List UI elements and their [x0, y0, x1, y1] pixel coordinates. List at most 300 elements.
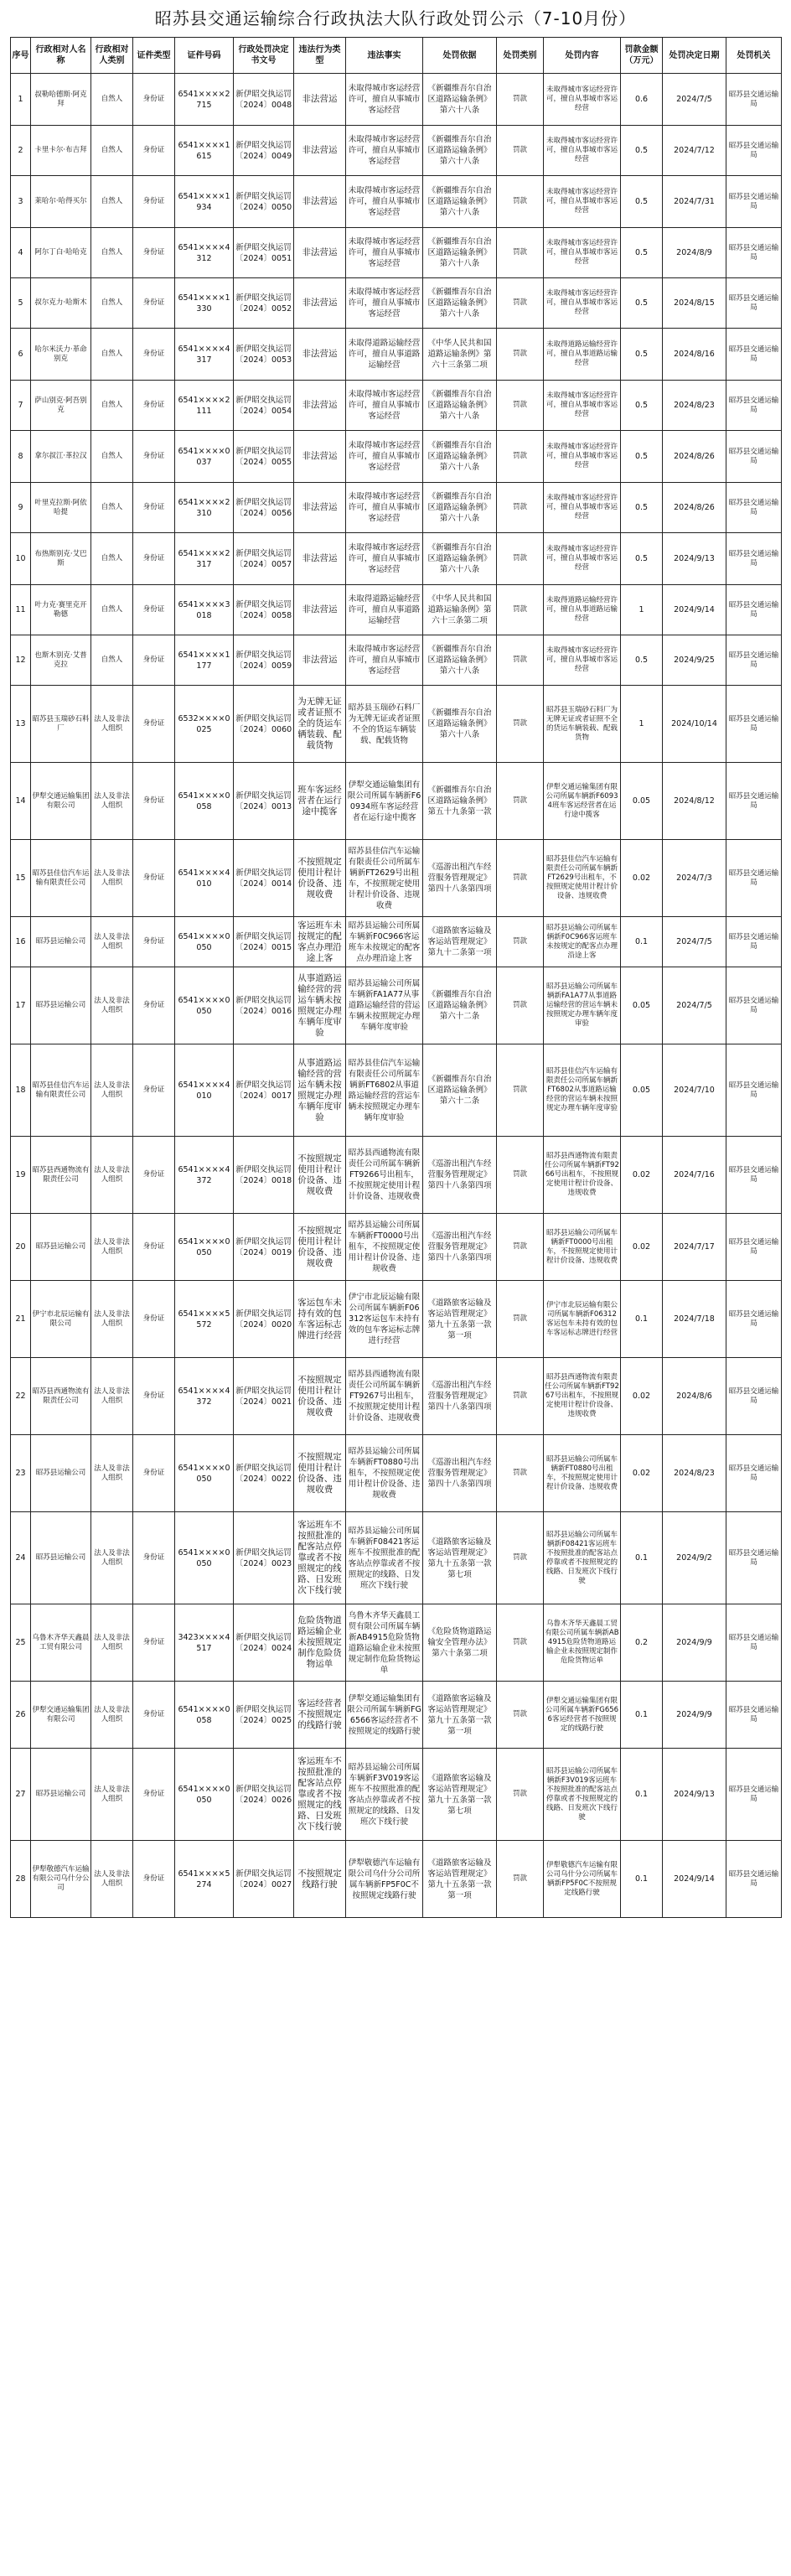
cell-penalty-cat: 罚款	[497, 74, 544, 126]
cell-doc: 新伊昭交执运罚〔2024〕0020	[234, 1281, 294, 1358]
cell-id-no: 6541××××0050	[175, 1749, 234, 1841]
cell-no: 25	[11, 1604, 31, 1682]
cell-id-no: 6541××××0050	[175, 917, 234, 967]
cell-id-no: 6541××××1934	[175, 176, 234, 228]
table-row	[11, 1749, 782, 1841]
cell-fact: 昭苏县运输公司所属车辆新F08421客运班车不按照批准的配客站点停靠或者不按照规定的线路、日发班次下线行驶	[346, 1512, 423, 1604]
cell-penalty: 未取得城市客运经营许可，擅自从事城市客运经营	[544, 126, 621, 176]
cell-penalty-cat: 罚款	[497, 1604, 544, 1682]
cell-id-no: 6541××××0050	[175, 967, 234, 1044]
cell-no: 17	[11, 967, 31, 1044]
cell-id-no: 6541××××4372	[175, 1358, 234, 1435]
cell-org: 昭苏县交通运输局	[726, 176, 782, 228]
table-row	[11, 431, 782, 483]
cell-name: 昭苏县佳信汽车运输有限责任公司	[31, 840, 91, 917]
cell-category: 自然人	[91, 431, 133, 483]
cell-penalty-cat: 罚款	[497, 635, 544, 686]
cell-penalty-cat: 罚款	[497, 228, 544, 278]
cell-doc: 新伊昭交执运罚〔2024〕0026	[234, 1749, 294, 1841]
cell-amount: 1	[621, 585, 663, 635]
table-row	[11, 763, 782, 840]
cell-basis: 《新疆维吾尔自治区道路运输条例》第六十八条	[423, 176, 497, 228]
cell-penalty-cat: 罚款	[497, 967, 544, 1044]
cell-org: 昭苏县交通运输局	[726, 1682, 782, 1749]
cell-no: 20	[11, 1214, 31, 1281]
cell-id-no: 6541××××3018	[175, 585, 234, 635]
cell-name: 布热斯别克·艾巴斯	[31, 533, 91, 585]
table-row	[11, 1358, 782, 1435]
cell-penalty: 昭苏县玉瑞砂石料厂为无牌无证或者证照不全的货运车辆装载、配载货物	[544, 686, 621, 763]
cell-org: 昭苏县交通运输局	[726, 533, 782, 585]
cell-name: 叶力克·赛里克开勒德	[31, 585, 91, 635]
cell-category: 法人及非法人组织	[91, 1044, 133, 1137]
cell-name: 昭苏县佳信汽车运输有限责任公司	[31, 1044, 91, 1137]
cell-org: 昭苏县交通运输局	[726, 686, 782, 763]
cell-type: 不按照规定使用计程计价设备、违规收费	[294, 1358, 346, 1435]
cell-penalty: 未取得城市客运经营许可，擅自从事城市客运经营	[544, 176, 621, 228]
table-row	[11, 74, 782, 126]
cell-name: 昭苏县运输公司	[31, 1435, 91, 1512]
cell-no: 2	[11, 126, 31, 176]
cell-amount: 0.02	[621, 1214, 663, 1281]
cell-id-no: 6541××××5572	[175, 1281, 234, 1358]
cell-date: 2024/8/23	[663, 1435, 726, 1512]
cell-org: 昭苏县交通运输局	[726, 431, 782, 483]
cell-id-type: 身份证	[133, 176, 175, 228]
cell-basis: 《道路旅客运输及客运站管理规定》第九十五条第一款第一项	[423, 1682, 497, 1749]
table-row	[11, 1604, 782, 1682]
cell-date: 2024/7/31	[663, 176, 726, 228]
cell-category: 自然人	[91, 176, 133, 228]
cell-id-no: 6541××××0058	[175, 1682, 234, 1749]
cell-date: 2024/9/9	[663, 1604, 726, 1682]
cell-date: 2024/7/3	[663, 840, 726, 917]
cell-category: 法人及非法人组织	[91, 1604, 133, 1682]
cell-fact: 乌鲁木齐华天鑫晨工贸有限公司所属车辆新AB4915危险货物道路运输企业未按照规定制作危险货物运单	[346, 1604, 423, 1682]
cell-no: 24	[11, 1512, 31, 1604]
cell-basis: 《中华人民共和国道路运输条例》第六十三条第二项	[423, 329, 497, 381]
cell-amount: 0.02	[621, 840, 663, 917]
cell-doc: 新伊昭交执运罚〔2024〕0049	[234, 126, 294, 176]
cell-category: 自然人	[91, 533, 133, 585]
cell-no: 27	[11, 1749, 31, 1841]
cell-category: 法人及非法人组织	[91, 1358, 133, 1435]
cell-doc: 新伊昭交执运罚〔2024〕0054	[234, 381, 294, 431]
header-amount: 罚款金额（万元）	[621, 38, 663, 74]
cell-fact: 昭苏县佳信汽车运输有限责任公司所属车辆新FT6802从事道路运输经营的营运车辆未按照规定办理车辆年度审验	[346, 1044, 423, 1137]
cell-id-type: 身份证	[133, 917, 175, 967]
cell-no: 26	[11, 1682, 31, 1749]
header-name: 行政相对人名称	[31, 38, 91, 74]
cell-date: 2024/7/10	[663, 1044, 726, 1137]
cell-no: 12	[11, 635, 31, 686]
cell-no: 11	[11, 585, 31, 635]
table-body	[11, 74, 782, 1918]
cell-basis: 《新疆维吾尔自治区道路运输条例》第五十九条第一款	[423, 763, 497, 840]
cell-name: 昭苏县西通物流有限责任公司	[31, 1358, 91, 1435]
cell-category: 法人及非法人组织	[91, 967, 133, 1044]
cell-penalty: 未取得城市客运经营许可，擅自从事城市客运经营	[544, 381, 621, 431]
cell-category: 法人及非法人组织	[91, 1137, 133, 1214]
cell-basis: 《道路旅客运输及客运站管理规定》第九十五条第一款第七项	[423, 1512, 497, 1604]
cell-category: 自然人	[91, 483, 133, 533]
cell-basis: 《巡游出租汽车经营服务管理规定》第四十八条第四项	[423, 1358, 497, 1435]
cell-type: 从事道路运输经营的营运车辆未按照规定办理车辆年度审验	[294, 1044, 346, 1137]
header-type: 违法行为类型	[294, 38, 346, 74]
cell-type: 非法营运	[294, 431, 346, 483]
cell-org: 昭苏县交通运输局	[726, 635, 782, 686]
cell-fact: 昭苏县佳信汽车运输有限责任公司所属车辆新FT2629号出租车，不按照规定使用计程计价设备、违规收费	[346, 840, 423, 917]
table-row	[11, 329, 782, 381]
cell-doc: 新伊昭交执运罚〔2024〕0052	[234, 278, 294, 329]
cell-no: 1	[11, 74, 31, 126]
cell-doc: 新伊昭交执运罚〔2024〕0016	[234, 967, 294, 1044]
cell-id-type: 身份证	[133, 1044, 175, 1137]
cell-org: 昭苏县交通运输局	[726, 840, 782, 917]
table-row	[11, 1281, 782, 1358]
cell-penalty: 昭苏县运输公司所属车辆新FA1A77从事道路运输经营的营运车辆未按照规定办理车辆年度审验	[544, 967, 621, 1044]
cell-date: 2024/8/12	[663, 763, 726, 840]
cell-org: 昭苏县交通运输局	[726, 228, 782, 278]
cell-id-type: 身份证	[133, 1604, 175, 1682]
cell-basis: 《新疆维吾尔自治区道路运输条例》第六十八条	[423, 126, 497, 176]
table-row	[11, 483, 782, 533]
cell-basis: 《巡游出租汽车经营服务管理规定》第四十八条第四项	[423, 1435, 497, 1512]
cell-date: 2024/7/17	[663, 1214, 726, 1281]
cell-doc: 新伊昭交执运罚〔2024〕0058	[234, 585, 294, 635]
cell-amount: 0.1	[621, 1749, 663, 1841]
cell-penalty-cat: 罚款	[497, 1044, 544, 1137]
cell-category: 法人及非法人组织	[91, 1512, 133, 1604]
cell-type: 不按照规定使用计程计价设备、违规收费	[294, 1214, 346, 1281]
cell-basis: 《巡游出租汽车经营服务管理规定》第四十八条第四项	[423, 840, 497, 917]
cell-id-type: 身份证	[133, 483, 175, 533]
cell-penalty: 伊犁敬德汽车运输有限公司乌什分公司所属车辆新FP5F0C不按照规定线路行驶	[544, 1841, 621, 1918]
cell-id-type: 身份证	[133, 635, 175, 686]
table-row	[11, 917, 782, 967]
cell-id-type: 身份证	[133, 585, 175, 635]
cell-id-no: 6541××××4010	[175, 1044, 234, 1137]
cell-name: 拿尔叔江·革拉汉	[31, 431, 91, 483]
cell-no: 28	[11, 1841, 31, 1918]
cell-basis: 《新疆维吾尔自治区道路运输条例》第六十八条	[423, 635, 497, 686]
cell-penalty: 昭苏县运输公司所属车辆新FT0000号出租车，不按照规定使用计程计价设备、违规收费	[544, 1214, 621, 1281]
cell-no: 6	[11, 329, 31, 381]
cell-id-no: 6541××××4010	[175, 840, 234, 917]
cell-id-type: 身份证	[133, 1358, 175, 1435]
header-penalty-cat: 处罚类别	[497, 38, 544, 74]
cell-id-no: 6541××××2715	[175, 74, 234, 126]
cell-fact: 昭苏县运输公司所属车辆新FA1A77从事道路运输经营的营运车辆未按照规定办理车辆年度审验	[346, 967, 423, 1044]
cell-type: 客运班车未按规定的配客点办理沿途上客	[294, 917, 346, 967]
cell-org: 昭苏县交通运输局	[726, 381, 782, 431]
cell-penalty: 未取得城市客运经营许可，擅自从事城市客运经营	[544, 533, 621, 585]
cell-name: 昭苏县运输公司	[31, 1214, 91, 1281]
cell-doc: 新伊昭交执运罚〔2024〕0025	[234, 1682, 294, 1749]
cell-no: 15	[11, 840, 31, 917]
cell-penalty: 未取得城市客运经营许可，擅自从事城市客运经营	[544, 278, 621, 329]
cell-id-no: 6532××××0025	[175, 686, 234, 763]
cell-basis: 《道路旅客运输及客运站管理规定》第九十二条第一项	[423, 917, 497, 967]
cell-id-no: 6541××××0050	[175, 1512, 234, 1604]
cell-id-type: 身份证	[133, 1281, 175, 1358]
cell-doc: 新伊昭交执运罚〔2024〕0013	[234, 763, 294, 840]
cell-fact: 未取得城市客运经营许可，擅自从事城市客运经营	[346, 228, 423, 278]
table-row	[11, 635, 782, 686]
cell-id-no: 6541××××4312	[175, 228, 234, 278]
cell-doc: 新伊昭交执运罚〔2024〕0053	[234, 329, 294, 381]
cell-fact: 伊犁交通运输集团有限公司所属车辆新FG6566客运经营者不按照规定的线路行驶	[346, 1682, 423, 1749]
cell-id-type: 身份证	[133, 381, 175, 431]
cell-no: 14	[11, 763, 31, 840]
table-row	[11, 686, 782, 763]
cell-category: 自然人	[91, 635, 133, 686]
cell-id-type: 身份证	[133, 1435, 175, 1512]
cell-penalty: 伊宁市北辰运输有限公司所属车辆新F06312客运包车未持有效的包车客运标志牌进行经营	[544, 1281, 621, 1358]
cell-doc: 新伊昭交执运罚〔2024〕0023	[234, 1512, 294, 1604]
cell-penalty-cat: 罚款	[497, 278, 544, 329]
cell-basis: 《中华人民共和国道路运输条例》第六十三条第二项	[423, 585, 497, 635]
cell-date: 2024/8/6	[663, 1358, 726, 1435]
cell-id-no: 6541××××0050	[175, 1214, 234, 1281]
cell-name: 昭苏县运输公司	[31, 917, 91, 967]
cell-id-type: 身份证	[133, 74, 175, 126]
cell-fact: 伊犁敬德汽车运输有限公司乌什分公司所属车辆新FP5F0C不按照规定线路行驶	[346, 1841, 423, 1918]
cell-id-type: 身份证	[133, 840, 175, 917]
cell-no: 19	[11, 1137, 31, 1214]
header-fact: 违法事实	[346, 38, 423, 74]
cell-fact: 未取得道路运输经营许可，擅自从事道路运输经营	[346, 585, 423, 635]
cell-date: 2024/7/5	[663, 74, 726, 126]
cell-fact: 昭苏县运输公司所属车辆新F3V019客运班车不按照批准的配客站点停靠或者不按照规定的线路、日发班次下线行驶	[346, 1749, 423, 1841]
cell-fact: 未取得城市客运经营许可，擅自从事城市客运经营	[346, 74, 423, 126]
cell-type: 非法营运	[294, 278, 346, 329]
cell-id-no: 3423××××4517	[175, 1604, 234, 1682]
cell-name: 伊犁交通运输集团有限公司	[31, 1682, 91, 1749]
cell-penalty: 昭苏县佳信汽车运输有限责任公司所属车辆新FT2629号出租车，不按照规定使用计程计价设备、违规收费	[544, 840, 621, 917]
table-row	[11, 1044, 782, 1137]
cell-doc: 新伊昭交执运罚〔2024〕0056	[234, 483, 294, 533]
cell-fact: 未取得城市客运经营许可，擅自从事城市客运经营	[346, 483, 423, 533]
cell-id-type: 身份证	[133, 1214, 175, 1281]
cell-penalty-cat: 罚款	[497, 585, 544, 635]
cell-amount: 0.5	[621, 483, 663, 533]
cell-type: 非法营运	[294, 585, 346, 635]
cell-category: 法人及非法人组织	[91, 840, 133, 917]
cell-org: 昭苏县交通运输局	[726, 967, 782, 1044]
cell-type: 非法营运	[294, 635, 346, 686]
cell-amount: 0.5	[621, 381, 663, 431]
cell-penalty-cat: 罚款	[497, 1512, 544, 1604]
cell-fact: 昭苏县运输公司所属车辆新FT0000号出租车，不按照规定使用计程计价设备、违规收费	[346, 1214, 423, 1281]
table-row	[11, 228, 782, 278]
cell-category: 自然人	[91, 329, 133, 381]
cell-doc: 新伊昭交执运罚〔2024〕0014	[234, 840, 294, 917]
cell-amount: 0.05	[621, 967, 663, 1044]
cell-basis: 《新疆维吾尔自治区道路运输条例》第六十八条	[423, 381, 497, 431]
table-row	[11, 967, 782, 1044]
cell-fact: 未取得城市客运经营许可，擅自从事城市客运经营	[346, 635, 423, 686]
cell-name: 哈尔米沃力·革命别克	[31, 329, 91, 381]
cell-org: 昭苏县交通运输局	[726, 278, 782, 329]
cell-id-no: 6541××××1177	[175, 635, 234, 686]
cell-org: 昭苏县交通运输局	[726, 1841, 782, 1918]
cell-doc: 新伊昭交执运罚〔2024〕0050	[234, 176, 294, 228]
table-row	[11, 278, 782, 329]
cell-penalty: 未取得道路运输经营许可，擅自从事道路运输经营	[544, 585, 621, 635]
cell-penalty-cat: 罚款	[497, 1281, 544, 1358]
cell-penalty-cat: 罚款	[497, 1435, 544, 1512]
cell-amount: 0.1	[621, 917, 663, 967]
cell-date: 2024/9/2	[663, 1512, 726, 1604]
cell-amount: 0.5	[621, 126, 663, 176]
cell-basis: 《新疆维吾尔自治区道路运输条例》第六十八条	[423, 533, 497, 585]
cell-type: 班车客运经营者在运行途中揽客	[294, 763, 346, 840]
cell-doc: 新伊昭交执运罚〔2024〕0051	[234, 228, 294, 278]
cell-date: 2024/8/26	[663, 483, 726, 533]
cell-type: 为无牌无证或者证照不全的货运车辆装载、配载货物	[294, 686, 346, 763]
cell-amount: 0.1	[621, 1512, 663, 1604]
cell-fact: 昭苏县西通物流有限责任公司所属车辆新FT9266号出租车，不按照规定使用计程计价设备、违规收费	[346, 1137, 423, 1214]
cell-amount: 0.05	[621, 1044, 663, 1137]
cell-org: 昭苏县交通运输局	[726, 917, 782, 967]
cell-penalty: 未取得道路运输经营许可，擅自从事道路运输经营	[544, 329, 621, 381]
cell-amount: 0.5	[621, 635, 663, 686]
cell-id-type: 身份证	[133, 1841, 175, 1918]
cell-penalty-cat: 罚款	[497, 686, 544, 763]
cell-type: 从事道路运输经营的营运车辆未按照规定办理车辆年度审验	[294, 967, 346, 1044]
cell-name: 伊宁市北辰运输有限公司	[31, 1281, 91, 1358]
cell-category: 自然人	[91, 381, 133, 431]
cell-penalty: 昭苏县佳信汽车运输有限责任公司所属车辆新FT6802从事道路运输经营的营运车辆未按照规定办理车辆年度审验	[544, 1044, 621, 1137]
cell-doc: 新伊昭交执运罚〔2024〕0022	[234, 1435, 294, 1512]
cell-id-type: 身份证	[133, 686, 175, 763]
cell-date: 2024/8/9	[663, 228, 726, 278]
cell-name: 也斯木别克·艾普克拉	[31, 635, 91, 686]
cell-amount: 0.1	[621, 1841, 663, 1918]
cell-id-type: 身份证	[133, 126, 175, 176]
cell-category: 法人及非法人组织	[91, 1435, 133, 1512]
cell-basis: 《巡游出租汽车经营服务管理规定》第四十八条第四项	[423, 1214, 497, 1281]
cell-fact: 未取得城市客运经营许可，擅自从事城市客运经营	[346, 176, 423, 228]
cell-id-no: 6541××××0058	[175, 763, 234, 840]
cell-category: 法人及非法人组织	[91, 1281, 133, 1358]
cell-date: 2024/9/14	[663, 1841, 726, 1918]
cell-id-no: 6541××××1615	[175, 126, 234, 176]
cell-amount: 0.5	[621, 533, 663, 585]
cell-basis: 《道路旅客运输及客运站管理规定》第九十五条第一款第一项	[423, 1281, 497, 1358]
cell-type: 非法营运	[294, 533, 346, 585]
cell-no: 3	[11, 176, 31, 228]
cell-amount: 0.5	[621, 431, 663, 483]
cell-org: 昭苏县交通运输局	[726, 1214, 782, 1281]
cell-penalty-cat: 罚款	[497, 381, 544, 431]
cell-penalty: 未取得城市客运经营许可，擅自从事城市客运经营	[544, 228, 621, 278]
cell-type: 客运班车不按照批准的配客站点停靠或者不按照规定的线路、日发班次下线行驶	[294, 1512, 346, 1604]
penalty-table	[10, 37, 782, 1918]
cell-category: 自然人	[91, 74, 133, 126]
table-header-row	[11, 38, 782, 74]
cell-id-no: 6541××××4317	[175, 329, 234, 381]
cell-amount: 0.5	[621, 329, 663, 381]
cell-org: 昭苏县交通运输局	[726, 1749, 782, 1841]
cell-category: 自然人	[91, 228, 133, 278]
cell-no: 7	[11, 381, 31, 431]
cell-penalty-cat: 罚款	[497, 431, 544, 483]
table-row	[11, 126, 782, 176]
cell-org: 昭苏县交通运输局	[726, 1358, 782, 1435]
document-title: 昭苏县交通运输综合行政执法大队行政处罚公示（7-10月份）	[154, 8, 637, 29]
cell-no: 22	[11, 1358, 31, 1435]
cell-penalty-cat: 罚款	[497, 1137, 544, 1214]
table-row	[11, 840, 782, 917]
header-basis: 处罚依据	[423, 38, 497, 74]
cell-name: 昭苏县玉瑞砂石料厂	[31, 686, 91, 763]
cell-no: 21	[11, 1281, 31, 1358]
cell-amount: 0.02	[621, 1137, 663, 1214]
header-id-no: 证件号码	[175, 38, 234, 74]
cell-penalty: 昭苏县西通物流有限责任公司所属车辆新FT9267号出租车，不按照规定使用计程计价设备、违规收费	[544, 1358, 621, 1435]
header-date: 处罚决定日期	[663, 38, 726, 74]
cell-name: 卡里卡尔·布吉拜	[31, 126, 91, 176]
cell-org: 昭苏县交通运输局	[726, 1044, 782, 1137]
cell-type: 不按照规定使用计程计价设备、违规收费	[294, 1435, 346, 1512]
cell-basis: 《巡游出租汽车经营服务管理规定》第四十八条第四项	[423, 1137, 497, 1214]
cell-penalty-cat: 罚款	[497, 917, 544, 967]
cell-date: 2024/9/14	[663, 585, 726, 635]
cell-name: 乌鲁木齐华天鑫晨工贸有限公司	[31, 1604, 91, 1682]
cell-fact: 昭苏县运输公司所属车辆新FT0880号出租车，不按照规定使用计程计价设备、违规收费	[346, 1435, 423, 1512]
cell-penalty-cat: 罚款	[497, 483, 544, 533]
cell-type: 不按照规定线路行驶	[294, 1841, 346, 1918]
cell-fact: 昭苏县西通物流有限责任公司所属车辆新FT9267号出租车，不按照规定使用计程计价设备、违规收费	[346, 1358, 423, 1435]
cell-fact: 昭苏县玉瑞砂石料厂为无牌无证或者证照不全的货运车辆装载、配载货物	[346, 686, 423, 763]
cell-penalty: 乌鲁木齐华天鑫晨工贸有限公司所属车辆新AB4915危险货物道路运输企业未按照规定制作危险货物运单	[544, 1604, 621, 1682]
cell-no: 10	[11, 533, 31, 585]
table-row	[11, 1137, 782, 1214]
cell-id-no: 6541××××2111	[175, 381, 234, 431]
cell-doc: 新伊昭交执运罚〔2024〕0019	[234, 1214, 294, 1281]
cell-penalty: 未取得城市客运经营许可，擅自从事城市客运经营	[544, 431, 621, 483]
cell-name: 伊犁敬德汽车运输有限公司乌什分公司	[31, 1841, 91, 1918]
cell-category: 法人及非法人组织	[91, 1214, 133, 1281]
cell-type: 非法营运	[294, 483, 346, 533]
cell-basis: 《新疆维吾尔自治区道路运输条例》第六十八条	[423, 228, 497, 278]
cell-no: 5	[11, 278, 31, 329]
header-no: 序号	[11, 38, 31, 74]
cell-name: 叶里克拉斯·阿依哈提	[31, 483, 91, 533]
cell-org: 昭苏县交通运输局	[726, 74, 782, 126]
cell-name: 阿尔丁白·哈哈克	[31, 228, 91, 278]
cell-doc: 新伊昭交执运罚〔2024〕0059	[234, 635, 294, 686]
cell-no: 8	[11, 431, 31, 483]
table-row	[11, 176, 782, 228]
cell-id-type: 身份证	[133, 228, 175, 278]
cell-basis: 《新疆维吾尔自治区道路运输条例》第六十二条	[423, 967, 497, 1044]
cell-penalty-cat: 罚款	[497, 763, 544, 840]
cell-id-no: 6541××××1330	[175, 278, 234, 329]
cell-amount: 0.6	[621, 74, 663, 126]
cell-fact: 昭苏县运输公司所属车辆新F0C966客运班车未按规定的配客点办理沿途上客	[346, 917, 423, 967]
cell-org: 昭苏县交通运输局	[726, 1604, 782, 1682]
cell-type: 客运包车未持有效的包车客运标志牌进行经营	[294, 1281, 346, 1358]
cell-category: 法人及非法人组织	[91, 686, 133, 763]
cell-doc: 新伊昭交执运罚〔2024〕0021	[234, 1358, 294, 1435]
cell-penalty-cat: 罚款	[497, 840, 544, 917]
cell-id-no: 6541××××5274	[175, 1841, 234, 1918]
cell-penalty: 昭苏县运输公司所属车辆新FT0880号出租车，不按照规定使用计程计价设备、违规收费	[544, 1435, 621, 1512]
cell-id-type: 身份证	[133, 967, 175, 1044]
